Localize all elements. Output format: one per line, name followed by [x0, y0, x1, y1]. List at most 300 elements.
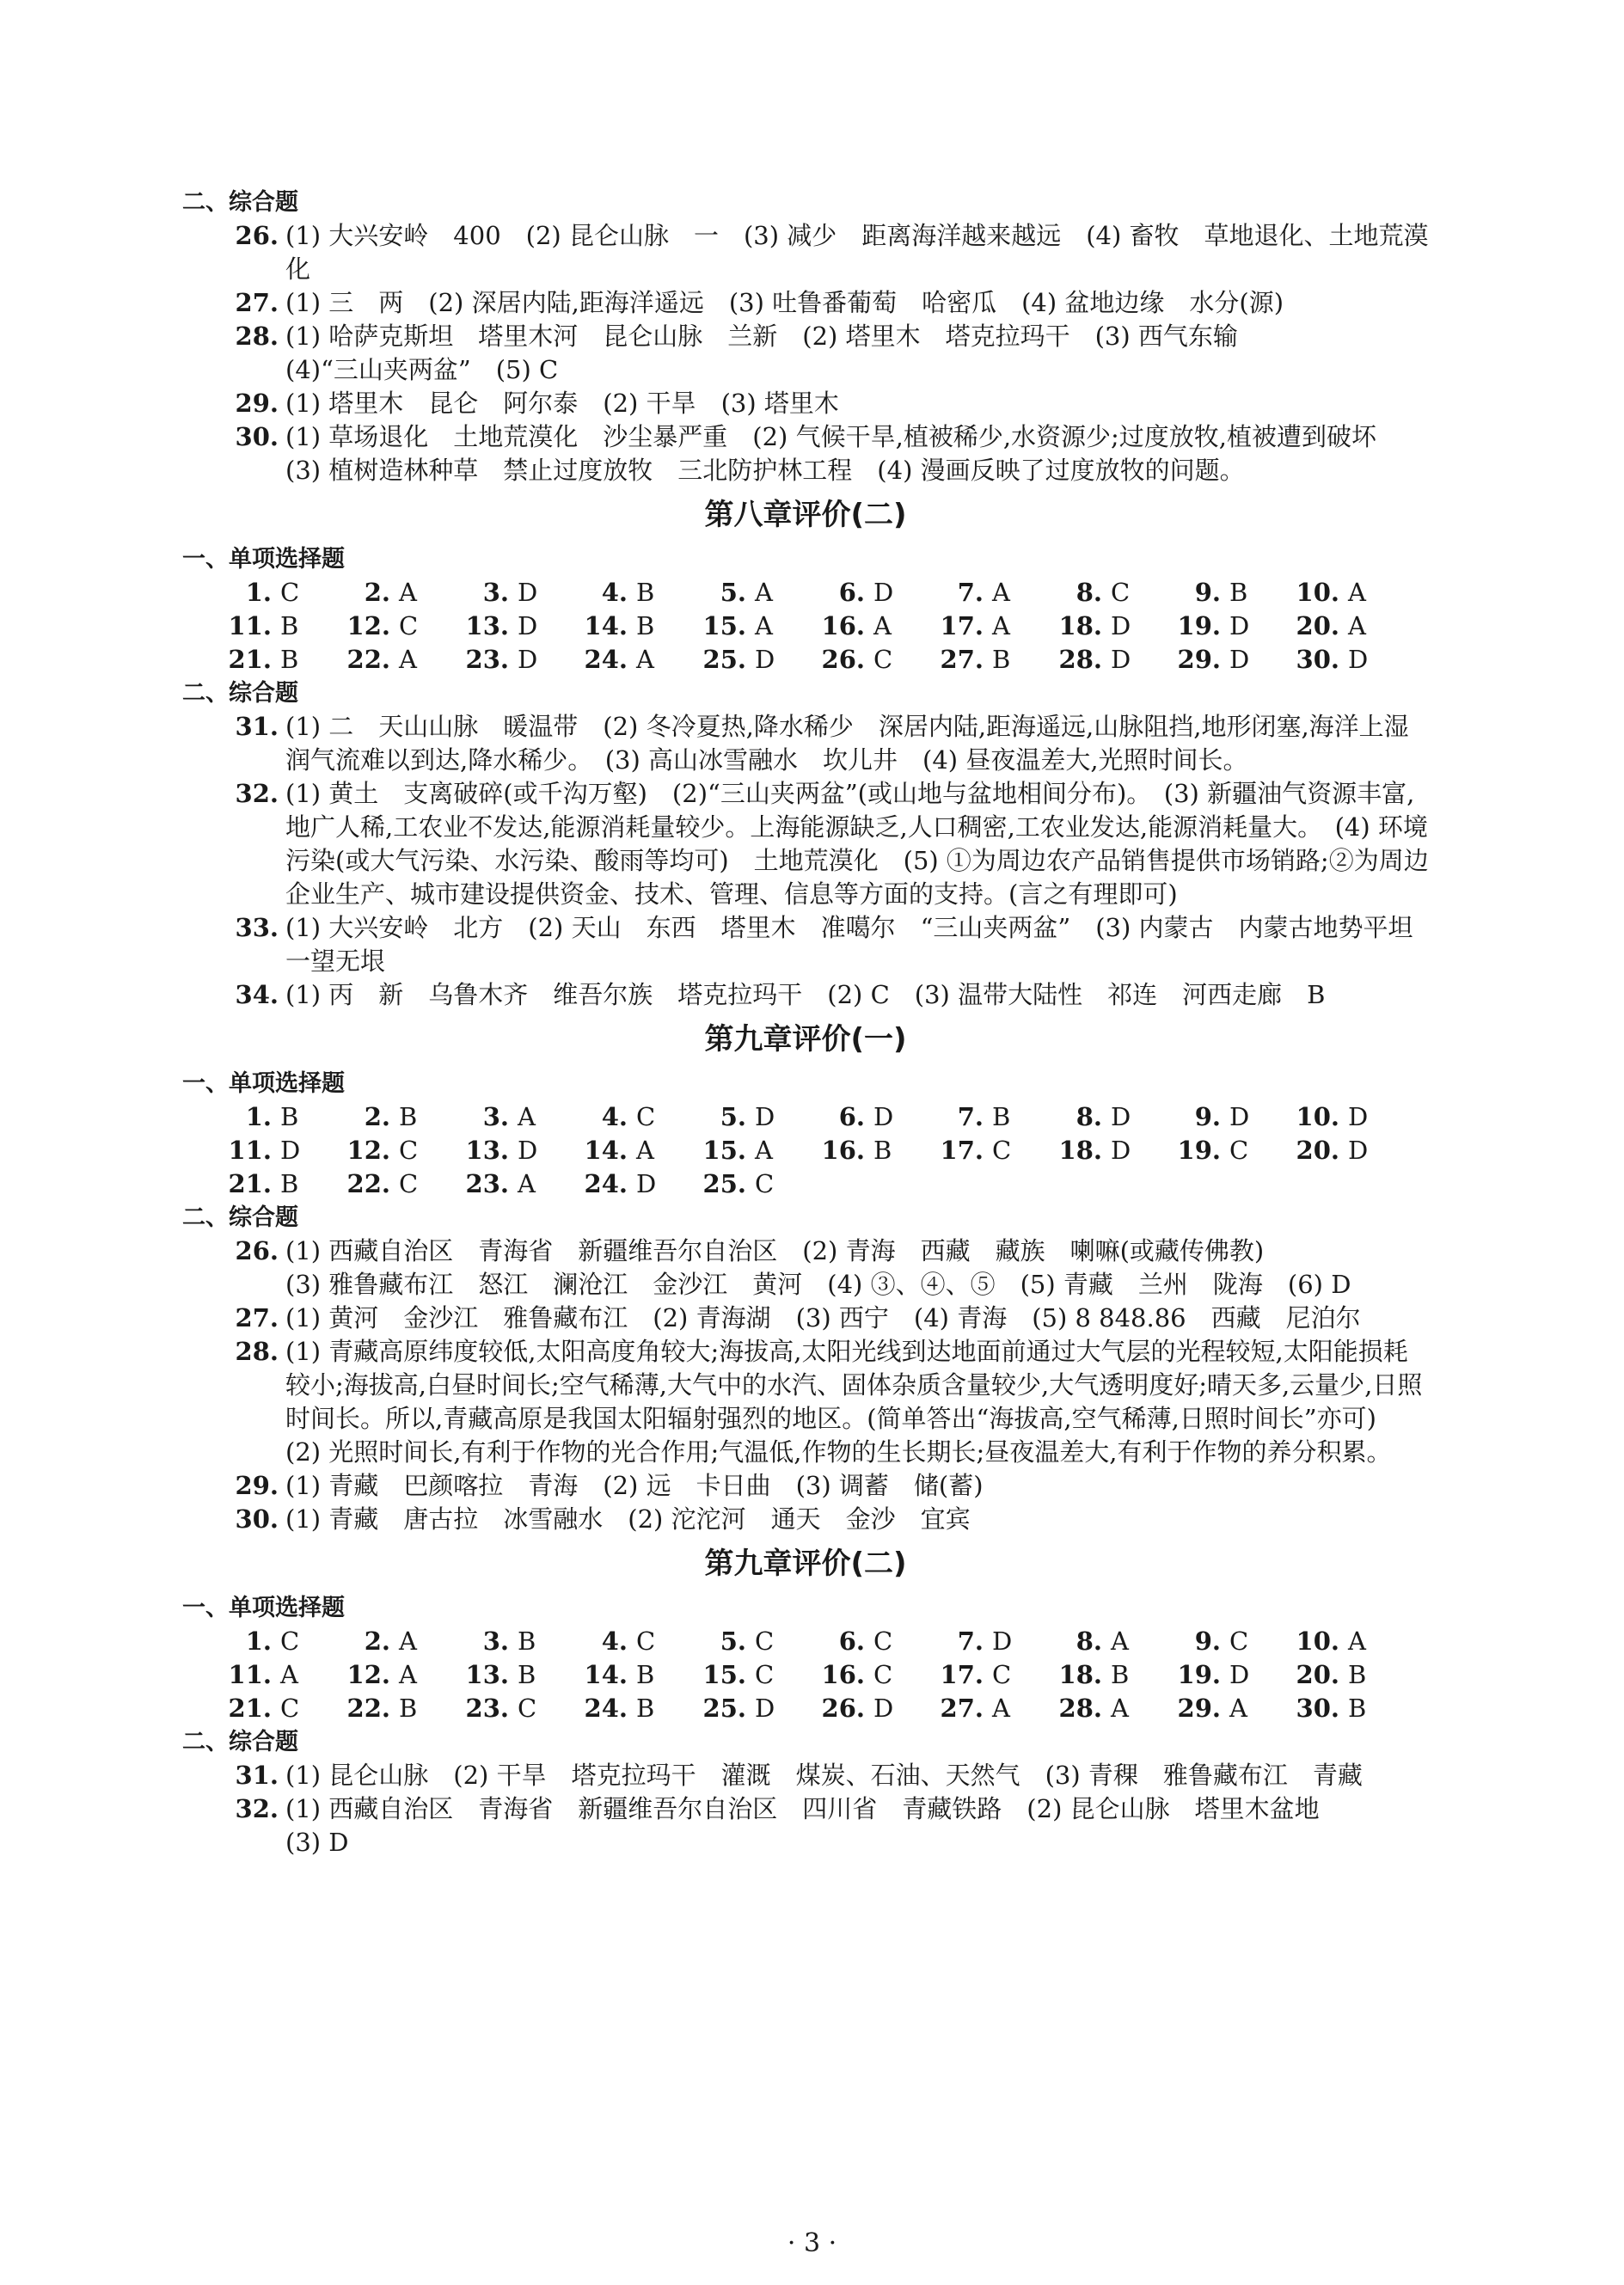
- choice-letter: A: [992, 611, 1010, 640]
- choice-letter: C: [280, 578, 300, 607]
- choice-answer: [224, 1658, 342, 1692]
- choice-answer: [935, 576, 1054, 610]
- choice-answer: [1054, 1100, 1173, 1134]
- choice-letter: C: [755, 1626, 775, 1656]
- choice-letter: B: [636, 611, 655, 640]
- question-number: 31.: [235, 712, 279, 741]
- question-number: 26.: [821, 645, 865, 674]
- question-number: 26.: [235, 1236, 279, 1265]
- question-number: 24.: [584, 1694, 628, 1723]
- choice-letter: B: [636, 1694, 655, 1723]
- question-number: 22.: [346, 1694, 390, 1723]
- choice-letter: D: [1111, 611, 1131, 640]
- choice-answer: [1054, 610, 1173, 643]
- question-number: 31.: [235, 1761, 279, 1790]
- section-heading: 一、单项选择题: [182, 546, 345, 573]
- question-number: 5.: [720, 1626, 746, 1656]
- question-number: 14.: [584, 1136, 628, 1165]
- choice-answer: [579, 1658, 698, 1692]
- question-number: 4.: [601, 1102, 628, 1131]
- choice-answer: [342, 1134, 461, 1167]
- answer-text: (1) 大兴安岭 400 (2) 昆仑山脉 一 (3) 减少 距离海洋越来越远 (4) 畜牧 草地退化、土地荒漠化: [285, 221, 1429, 284]
- choice-letter: D: [755, 1102, 775, 1131]
- choice-answer: [579, 1692, 698, 1725]
- written-answer: [182, 387, 1429, 420]
- page-number: · 3 ·: [787, 2228, 837, 2258]
- choice-answer: [817, 643, 935, 677]
- choice-answer: [579, 1625, 698, 1658]
- choice-letter: D: [755, 1694, 775, 1723]
- choice-answer: [698, 1134, 817, 1167]
- question-number: 4.: [601, 578, 628, 607]
- question-number: 11.: [228, 1660, 272, 1689]
- question-number: 21.: [228, 1694, 272, 1723]
- question-number: 6.: [838, 1626, 865, 1656]
- choice-letter: D: [518, 611, 538, 640]
- choice-letter: D: [873, 578, 894, 607]
- choice-answer: [224, 1692, 342, 1725]
- choice-answer: [1291, 1625, 1410, 1658]
- question-number: 24.: [584, 1169, 628, 1198]
- choice-answer: [342, 1692, 461, 1725]
- question-number: 9.: [1194, 1102, 1221, 1131]
- choice-letter: C: [873, 645, 893, 674]
- choice-answer-row: [182, 1100, 1429, 1134]
- choice-letter: D: [518, 1136, 538, 1165]
- written-answer: [182, 978, 1429, 1012]
- choice-answer: [698, 1658, 817, 1692]
- choice-answer: [698, 643, 817, 677]
- choice-letter: D: [1229, 611, 1250, 640]
- written-answer: [182, 1302, 1429, 1335]
- answer-text: (1) 青藏 唐古拉 冰雪融水 (2) 沱沱河 通天 金沙 宜宾: [285, 1504, 971, 1534]
- question-number: 25.: [702, 1169, 746, 1198]
- question-number: 8.: [1076, 578, 1102, 607]
- question-number: 28.: [235, 322, 279, 351]
- question-number: 33.: [235, 913, 279, 942]
- written-answer: [182, 219, 1429, 286]
- choice-answer: [342, 1100, 461, 1134]
- question-number: 5.: [720, 578, 746, 607]
- question-number: 13.: [465, 611, 509, 640]
- choice-answer: [817, 1692, 935, 1725]
- choice-letter: D: [280, 1136, 301, 1165]
- question-number: 3.: [482, 1626, 509, 1656]
- choice-answer: [1173, 610, 1291, 643]
- choice-letter: C: [636, 1102, 656, 1131]
- question-number: 1.: [245, 1626, 272, 1656]
- choice-answer: [342, 610, 461, 643]
- question-number: 12.: [346, 1136, 390, 1165]
- choice-letter: A: [1348, 578, 1366, 607]
- choice-answer: [461, 1658, 579, 1692]
- answer-text: (1) 黄土 支离破碎(或千沟万壑) (2)“三山夹两盆”(或山地与盆地相间分布)。 (3) 新疆油气资源丰富,地广人稀,工农业不发达,能源消耗量较少。上海能源缺乏,人口稠密,工农业发达,能源消耗量大。 (4) 环境污染(或大气污染、水污染、酸雨等均可) 土地荒漠化 (5) ①为周边农产品销售提供市场销路;②为周边企业生产、城市建设提供资金、技术、管理、信息等方面的支持。(言之有理即可): [285, 779, 1429, 909]
- choice-answer: [1291, 1658, 1410, 1692]
- question-number: 7.: [957, 1626, 984, 1656]
- question-number: 29.: [1177, 1694, 1221, 1723]
- choice-letter: D: [1348, 645, 1369, 674]
- question-number: 14.: [584, 611, 628, 640]
- question-number: 13.: [465, 1136, 509, 1165]
- choice-answer: [1173, 1134, 1291, 1167]
- choice-letter: B: [280, 1102, 299, 1131]
- choice-answer: [461, 1625, 579, 1658]
- question-number: 2.: [364, 1626, 390, 1656]
- written-answer: [182, 420, 1429, 487]
- choice-answer: [817, 1100, 935, 1134]
- question-number: 19.: [1177, 1660, 1221, 1689]
- choice-answer: [224, 610, 342, 643]
- choice-answer: [461, 1692, 579, 1725]
- question-number: 16.: [821, 611, 865, 640]
- question-number: 17.: [940, 611, 984, 640]
- choice-letter: C: [399, 611, 419, 640]
- choice-letter: C: [1111, 578, 1131, 607]
- question-number: 12.: [346, 611, 390, 640]
- choice-letter: D: [1229, 1660, 1250, 1689]
- question-number: 3.: [482, 578, 509, 607]
- choice-letter: D: [518, 645, 538, 674]
- question-number: 14.: [584, 1660, 628, 1689]
- question-number: 8.: [1076, 1626, 1102, 1656]
- choice-answer: [935, 1134, 1054, 1167]
- answer-text: (1) 丙 新 乌鲁木齐 维吾尔族 塔克拉玛干 (2) C (3) 温带大陆性 祁连 河西走廊 B: [285, 980, 1326, 1009]
- choice-letter: B: [280, 1169, 299, 1198]
- choice-answer: [342, 643, 461, 677]
- written-answer: [182, 1335, 1429, 1469]
- choice-answer: [579, 1134, 698, 1167]
- choice-letter: C: [992, 1136, 1012, 1165]
- question-number: 16.: [821, 1136, 865, 1165]
- choice-letter: A: [280, 1660, 298, 1689]
- question-number: 2.: [364, 578, 390, 607]
- choice-answer: [224, 1625, 342, 1658]
- question-number: 20.: [1296, 1660, 1339, 1689]
- question-number: 23.: [465, 1169, 509, 1198]
- choice-answer: [1054, 576, 1173, 610]
- choice-letter: B: [1348, 1660, 1367, 1689]
- question-number: 12.: [346, 1660, 390, 1689]
- question-number: 25.: [702, 1694, 746, 1723]
- question-number: 19.: [1177, 1136, 1221, 1165]
- choice-answer: [1291, 576, 1410, 610]
- choice-answer: [1054, 643, 1173, 677]
- choice-letter: A: [399, 1660, 417, 1689]
- choice-answer: [461, 1167, 579, 1201]
- choice-answer: [342, 1167, 461, 1201]
- choice-answer: [1054, 1134, 1173, 1167]
- answer-text: (1) 青藏 巴颜喀拉 青海 (2) 远 卡日曲 (3) 调蓄 储(蓄): [285, 1471, 984, 1500]
- question-number: 26.: [235, 221, 279, 250]
- choice-answer-row: [182, 610, 1429, 643]
- choice-letter: C: [280, 1694, 300, 1723]
- choice-answer: [935, 643, 1054, 677]
- question-number: 34.: [235, 980, 279, 1009]
- question-number: 18.: [1058, 611, 1102, 640]
- choice-letter: C: [873, 1626, 893, 1656]
- written-answer: [182, 1469, 1429, 1503]
- chapter-title: 第九章评价(二): [704, 1547, 907, 1581]
- choice-letter: B: [280, 645, 299, 674]
- choice-answer: [935, 1625, 1054, 1658]
- choice-letter: A: [518, 1169, 536, 1198]
- choice-answer: [1291, 610, 1410, 643]
- question-number: 10.: [1296, 578, 1339, 607]
- question-number: 2.: [364, 1102, 390, 1131]
- section-heading: 二、综合题: [182, 680, 298, 707]
- question-number: 32.: [235, 779, 279, 808]
- choice-letter: C: [636, 1626, 656, 1656]
- choice-letter: D: [873, 1694, 894, 1723]
- choice-letter: B: [636, 578, 655, 607]
- question-number: 26.: [821, 1694, 865, 1723]
- choice-answer: [698, 576, 817, 610]
- answer-text: (1) 大兴安岭 北方 (2) 天山 东西 塔里木 准噶尔 “三山夹两盆” (3) 内蒙古 内蒙古地势平坦 一望无垠: [285, 913, 1438, 976]
- question-number: 17.: [940, 1136, 984, 1165]
- choice-answer: [1173, 1658, 1291, 1692]
- question-number: 30.: [1296, 1694, 1339, 1723]
- question-number: 29.: [235, 389, 279, 418]
- choice-letter: B: [1111, 1660, 1130, 1689]
- written-answer: [182, 1503, 1429, 1536]
- choice-letter: A: [755, 1136, 773, 1165]
- choice-answer: [1291, 1100, 1410, 1134]
- choice-letter: A: [873, 611, 892, 640]
- choice-letter: A: [1348, 611, 1366, 640]
- question-number: 30.: [235, 422, 279, 451]
- choice-letter: A: [992, 578, 1010, 607]
- choice-letter: A: [399, 578, 417, 607]
- written-answer: [182, 710, 1429, 777]
- choice-letter: A: [518, 1102, 536, 1131]
- choice-answer: [1054, 1625, 1173, 1658]
- choice-answer: [579, 576, 698, 610]
- choice-answer: [461, 1100, 579, 1134]
- choice-letter: A: [1111, 1626, 1129, 1656]
- question-number: 25.: [702, 645, 746, 674]
- choice-answer: [224, 1134, 342, 1167]
- question-number: 27.: [235, 1303, 279, 1332]
- question-number: 13.: [465, 1660, 509, 1689]
- answer-text: (1) 二 天山山脉 暖温带 (2) 冬冷夏热,降水稀少 深居内陆,距海遥远,山脉阻挡,地形闭塞,海洋上湿润气流难以到达,降水稀少。 (3) 高山冰雪融水 坎儿井 (4) 昼夜温差大,光照时间长。: [285, 712, 1409, 775]
- question-number: 11.: [228, 611, 272, 640]
- question-number: 29.: [235, 1471, 279, 1500]
- question-number: 22.: [346, 1169, 390, 1198]
- question-number: 17.: [940, 1660, 984, 1689]
- question-number: 9.: [1194, 578, 1221, 607]
- choice-answer: [698, 610, 817, 643]
- question-number: 32.: [235, 1794, 279, 1823]
- choice-letter: D: [755, 645, 775, 674]
- question-number: 27.: [235, 288, 279, 317]
- chapter-title: 第九章评价(一): [704, 1022, 907, 1057]
- question-number: 24.: [584, 645, 628, 674]
- choice-letter: B: [280, 611, 299, 640]
- written-answer: [182, 911, 1438, 978]
- choice-letter: D: [1111, 1102, 1131, 1131]
- choice-answer: [698, 1692, 817, 1725]
- section-heading: 二、综合题: [182, 1204, 298, 1231]
- question-number: 28.: [1058, 1694, 1102, 1723]
- choice-letter: D: [1229, 645, 1250, 674]
- choice-letter: B: [518, 1660, 536, 1689]
- choice-answer: [698, 1625, 817, 1658]
- question-number: 7.: [957, 1102, 984, 1131]
- answer-text: (1) 昆仑山脉 (2) 干旱 塔克拉玛干 灌溉 煤炭、石油、天然气 (3) 青稞 雅鲁藏布江 青藏: [285, 1761, 1363, 1790]
- choice-answer-row: [182, 643, 1429, 677]
- question-number: 28.: [1058, 645, 1102, 674]
- question-number: 19.: [1177, 611, 1221, 640]
- chapter-title: 第八章评价(二): [704, 498, 907, 532]
- choice-letter: B: [992, 645, 1011, 674]
- question-number: 5.: [720, 1102, 746, 1131]
- question-number: 4.: [601, 1626, 628, 1656]
- choice-answer: [224, 576, 342, 610]
- choice-answer-row: [182, 576, 1429, 610]
- answer-text: (1) 三 两 (2) 深居内陆,距海洋遥远 (3) 吐鲁番葡萄 哈密瓜 (4) 盆地边缘 水分(源): [285, 288, 1284, 317]
- choice-letter: D: [1229, 1102, 1250, 1131]
- choice-letter: C: [1229, 1626, 1249, 1656]
- choice-letter: A: [992, 1694, 1010, 1723]
- choice-answer: [579, 1167, 698, 1201]
- question-number: 18.: [1058, 1136, 1102, 1165]
- question-number: 11.: [228, 1136, 272, 1165]
- choice-answer: [1291, 1692, 1410, 1725]
- choice-letter: C: [1229, 1136, 1249, 1165]
- question-number: 6.: [838, 1102, 865, 1131]
- choice-letter: B: [992, 1102, 1011, 1131]
- question-number: 6.: [838, 578, 865, 607]
- written-answer: [182, 1792, 1429, 1859]
- written-answer: [182, 1234, 1429, 1302]
- choice-answer: [1173, 1625, 1291, 1658]
- question-number: 21.: [228, 645, 272, 674]
- choice-answer: [817, 1625, 935, 1658]
- choice-letter: C: [399, 1169, 419, 1198]
- choice-letter: C: [992, 1660, 1012, 1689]
- question-number: 15.: [702, 1136, 746, 1165]
- answer-text: (1) 塔里木 昆仑 阿尔泰 (2) 干旱 (3) 塔里木: [285, 389, 839, 418]
- choice-letter: D: [1111, 645, 1131, 674]
- written-answer: [182, 286, 1429, 320]
- choice-answer: [1173, 576, 1291, 610]
- choice-letter: D: [992, 1626, 1013, 1656]
- choice-letter: A: [1111, 1694, 1129, 1723]
- choice-answer: [579, 1100, 698, 1134]
- answer-page: [182, 186, 1438, 1859]
- choice-answer: [224, 643, 342, 677]
- choice-letter: A: [1348, 1626, 1366, 1656]
- choice-letter: A: [636, 1136, 654, 1165]
- question-number: 20.: [1296, 611, 1339, 640]
- question-number: 22.: [346, 645, 390, 674]
- section-heading: 二、综合题: [182, 1729, 298, 1755]
- choice-answer: [1173, 1100, 1291, 1134]
- question-number: 28.: [235, 1337, 279, 1366]
- choice-letter: C: [399, 1136, 419, 1165]
- choice-answer: [698, 1167, 817, 1201]
- choice-letter: B: [873, 1136, 892, 1165]
- choice-answer: [935, 1658, 1054, 1692]
- choice-answer: [698, 1100, 817, 1134]
- choice-answer: [935, 610, 1054, 643]
- choice-answer: [579, 610, 698, 643]
- answer-text: (1) 西藏自治区 青海省 新疆维吾尔自治区 四川省 青藏铁路 (2) 昆仑山脉 塔里木盆地 (3) D: [285, 1794, 1320, 1857]
- question-number: 30.: [235, 1504, 279, 1534]
- choice-letter: B: [399, 1102, 418, 1131]
- choice-answer: [342, 1625, 461, 1658]
- choice-answer: [817, 1134, 935, 1167]
- choice-answer: [817, 1658, 935, 1692]
- choice-answer-row: [182, 1134, 1429, 1167]
- question-number: 8.: [1076, 1102, 1102, 1131]
- section-heading: 二、综合题: [182, 189, 298, 216]
- question-number: 30.: [1296, 645, 1339, 674]
- question-number: 7.: [957, 578, 984, 607]
- choice-answer: [224, 1167, 342, 1201]
- choice-letter: D: [873, 1102, 894, 1131]
- choice-answer: [935, 1100, 1054, 1134]
- choice-answer: [461, 1134, 579, 1167]
- choice-answer: [1054, 1692, 1173, 1725]
- question-number: 23.: [465, 1694, 509, 1723]
- choice-answer: [579, 643, 698, 677]
- choice-letter: B: [399, 1694, 418, 1723]
- choice-answer: [342, 1658, 461, 1692]
- choice-answer: [461, 610, 579, 643]
- question-number: 10.: [1296, 1102, 1339, 1131]
- choice-letter: D: [1111, 1136, 1131, 1165]
- answer-text: (1) 青藏高原纬度较低,太阳高度角较大;海拔高,太阳光线到达地面前通过大气层的光程较短,太阳能损耗较小;海拔高,白昼时间长;空气稀薄,大气中的水汽、固体杂质含量较少,大气透明度好;晴天多,云量少,日照时间长。所以,青藏高原是我国太阳辐射强烈的地区。(简单答出“海拔高,空气稀薄,日照时间长”亦可) (2) 光照时间长,有利于作物的光合作用;气温低,作物的生长期长;昼夜温差大,有利于作物的养分积累。: [285, 1337, 1423, 1467]
- choice-answer: [1291, 1134, 1410, 1167]
- choice-answer: [1291, 643, 1410, 677]
- question-number: 18.: [1058, 1660, 1102, 1689]
- written-answer: [182, 1759, 1429, 1792]
- question-number: 10.: [1296, 1626, 1339, 1656]
- choice-letter: D: [636, 1169, 657, 1198]
- choice-letter: C: [755, 1169, 775, 1198]
- question-number: 29.: [1177, 645, 1221, 674]
- written-answer: [182, 320, 1429, 387]
- answer-text: (1) 黄河 金沙江 雅鲁藏布江 (2) 青海湖 (3) 西宁 (4) 青海 (5) 8 848.86 西藏 尼泊尔: [285, 1303, 1361, 1332]
- choice-answer: [935, 1692, 1054, 1725]
- question-number: 27.: [940, 1694, 984, 1723]
- choice-letter: B: [518, 1626, 536, 1656]
- choice-answer: [461, 576, 579, 610]
- question-number: 16.: [821, 1660, 865, 1689]
- choice-letter: A: [399, 1626, 417, 1656]
- choice-letter: B: [1229, 578, 1248, 607]
- answer-text: (1) 西藏自治区 青海省 新疆维吾尔自治区 (2) 青海 西藏 藏族 喇嘛(或藏传佛教) (3) 雅鲁藏布江 怒江 澜沧江 金沙江 黄河 (4) ③、④、⑤ (5) 青藏 兰州 陇海 (6) D: [285, 1236, 1351, 1299]
- choice-letter: C: [755, 1660, 775, 1689]
- question-number: 3.: [482, 1102, 509, 1131]
- choice-answer-row: [182, 1625, 1429, 1658]
- question-number: 21.: [228, 1169, 272, 1198]
- question-number: 1.: [245, 1102, 272, 1131]
- question-number: 9.: [1194, 1626, 1221, 1656]
- choice-answer: [1173, 1692, 1291, 1725]
- question-number: 15.: [702, 1660, 746, 1689]
- choice-answer-row: [182, 1167, 1429, 1201]
- question-number: 15.: [702, 611, 746, 640]
- answer-text: (1) 哈萨克斯坦 塔里木河 昆仑山脉 兰新 (2) 塔里木 塔克拉玛干 (3) 西气东输 (4)“三山夹两盆” (5) C: [285, 322, 1238, 384]
- choice-letter: C: [280, 1626, 300, 1656]
- choice-answer: [461, 643, 579, 677]
- choice-letter: A: [755, 611, 773, 640]
- choice-letter: A: [399, 645, 417, 674]
- choice-letter: A: [755, 578, 773, 607]
- section-heading: 一、单项选择题: [182, 1595, 345, 1621]
